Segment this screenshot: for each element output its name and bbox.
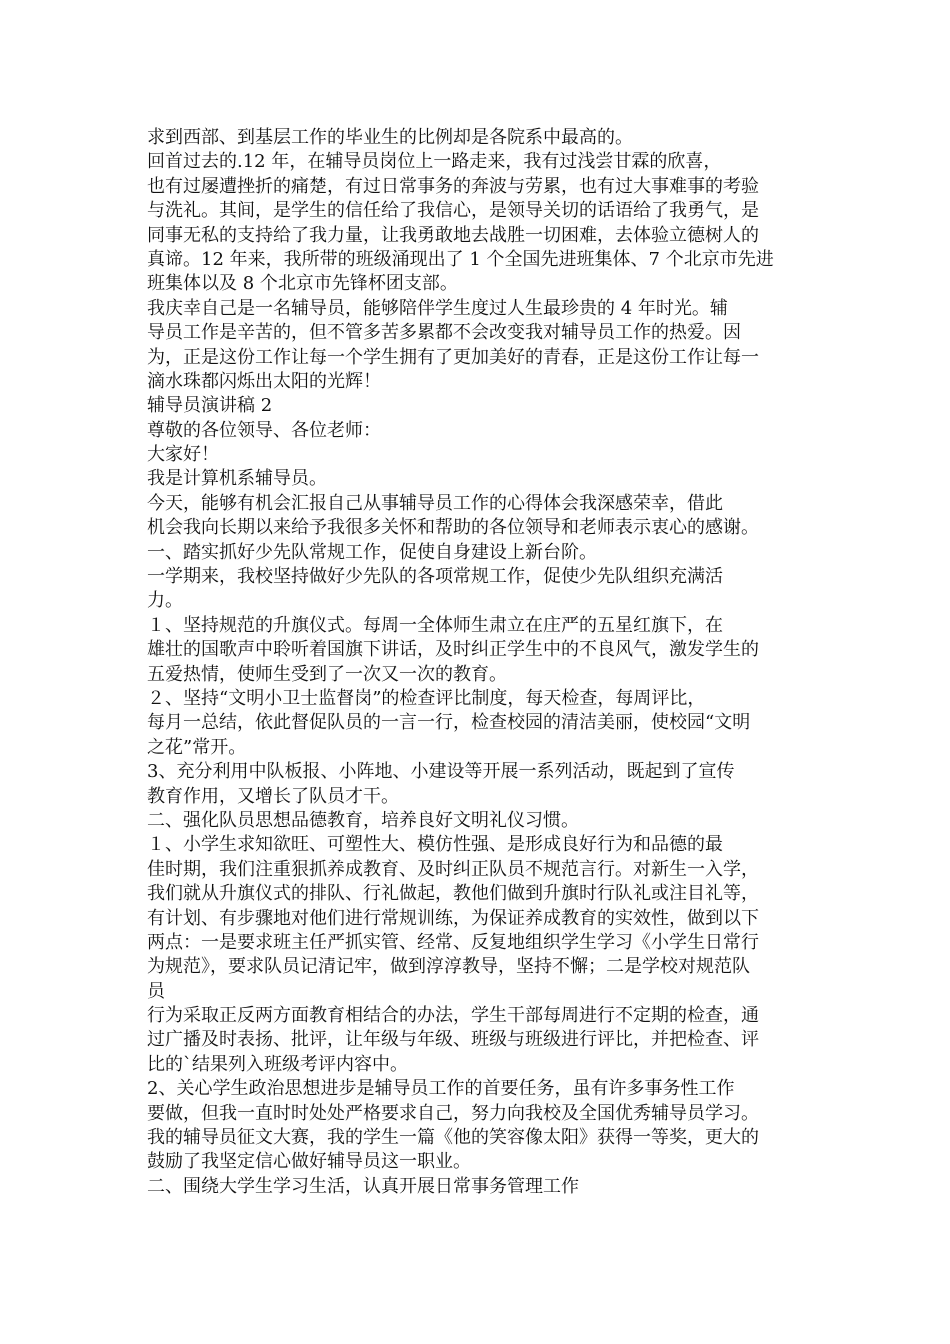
text-line: 比的`结果列入班级考评内容中。 [147,1053,408,1075]
text-line: ２、坚持“文明小卫士监督岗”的检查评比制度，每天检查，每周评比， [147,687,706,709]
text-line: 回首过去的.12 年，在辅导员岗位上一路走来，我有过浅尝甘霖的欣喜， [147,151,722,173]
text-line: 3、充分利用中队板报、小阵地、小建设等开展一系列活动，既起到了宣传 [147,761,735,783]
text-line: 我是计算机系辅导员。 [147,468,327,490]
text-line: 每月一总结，依此督促队员的一言一行，检查校园的清洁美丽，使校园“文明 [147,712,751,734]
text-line: 二、围绕大学生学习生活，认真开展日常事务管理工作 [147,1175,579,1197]
text-line: 过广播及时表扬、批评，让年级与年级、班级与班级进行评比，并把检查、评 [147,1029,759,1051]
text-line: 求到西部、到基层工作的毕业生的比例却是各院系中最高的。 [147,127,633,148]
text-line: 我庆幸自己是一名辅导员，能够陪伴学生度过人生最珍贵的 4 年时光。辅 [147,297,728,319]
text-line: 辅导员演讲稿 2 [147,395,273,417]
text-line: 要做，但我一直时时处处严格要求自己，努力向我校及全国优秀辅导员学习。 [147,1102,759,1124]
text-line: 之花”常开。 [147,736,247,758]
text-line: 一学期来，我校坚持做好少先队的各项常规工作，促使少先队组织充满活 [147,566,723,588]
text-line: 导员工作是辛苦的，但不管多苦多累都不会改变我对辅导员工作的热爱。因 [147,322,741,344]
text-line: 我的辅导员征文大赛，我的学生一篇《他的笑容像太阳》获得一等奖，更大的 [147,1127,759,1149]
text-line: １、小学生求知欲旺、可塑性大、模仿性强、是形成良好行为和品德的最 [147,834,723,856]
text-line: 一、踏实抓好少先队常规工作，促使自身建设上新台阶。 [147,541,597,563]
text-line: １、坚持规范的升旗仪式。每周一全体师生肃立在庄严的五星红旗下，在 [147,614,723,636]
text-line: 尊敬的各位领导、各位老师： [147,419,381,441]
text-line: 与洗礼。其间，是学生的信任给了我信心，是领导关切的话语给了我勇气，是 [147,200,759,222]
text-line: 行为采取正反两方面教育相结合的办法，学生干部每周进行不定期的检查，通 [147,1005,759,1027]
text-line: 今天，能够有机会汇报自己从事辅导员工作的心得体会我深感荣幸，借此 [147,492,723,514]
text-line: 鼓励了我坚定信心做好辅导员这一职业。 [147,1151,471,1173]
text-line: 真谛。12 年来，我所带的班级涌现出了 1 个全国先进班集体、7 个北京市先进 [147,248,774,270]
text-line: 同事无私的支持给了我力量，让我勇敢地去战胜一切困难，去体验立德树人的 [147,224,759,246]
text-line: 滴水珠都闪烁出太阳的光辉！ [147,370,381,392]
text-line: 教育作用，又增长了队员才干。 [147,785,399,807]
text-line: 两点：一是要求班主任严抓实管、经常、反复地组织学生学习《小学生日常行 [147,931,759,953]
text-line: 为规范》，要求队员记清记牢，做到淳淳教导，坚持不懈；二是学校对规范队 [147,956,750,978]
text-line: 也有过屡遭挫折的痛楚，有过日常事务的奔波与劳累，也有过大事难事的考验 [147,175,759,197]
text-line: 我们就从升旗仪式的排队、行礼做起，教他们做到升旗时行队礼或注目礼等， [147,883,759,905]
text-line: 为，正是这份工作让每一个学生拥有了更加美好的青春，正是这份工作让每一 [147,346,759,368]
text-line: 雄壮的国歌声中聆听着国旗下讲话，及时纠正学生中的不良风气，激发学生的 [147,639,759,661]
text-line: 二、强化队员思想品德教育，培养良好文明礼仪习惯。 [147,809,579,831]
text-line: 佳时期，我们注重狠抓养成教育、及时纠正队员不规范言行。对新生一入学， [147,858,759,880]
text-line: 力。 [147,590,183,612]
text-line: 机会我向长期以来给予我很多关怀和帮助的各位领导和老师表示衷心的感谢。 [147,517,759,539]
text-line: 大家好！ [147,444,219,466]
text-line: 2、关心学生政治思想进步是辅导员工作的首要任务，虽有许多事务性工作 [147,1078,735,1100]
document-body [147,126,827,1199]
text-line: 有计划、有步骤地对他们进行常规训练，为保证养成教育的实效性，做到以下 [147,907,759,929]
text-line: 员 [147,980,165,1002]
text-line: 班集体以及 8 个北京市先锋杯团支部。 [147,273,458,295]
text-line: 五爱热情，使师生受到了一次又一次的教育。 [147,663,507,685]
